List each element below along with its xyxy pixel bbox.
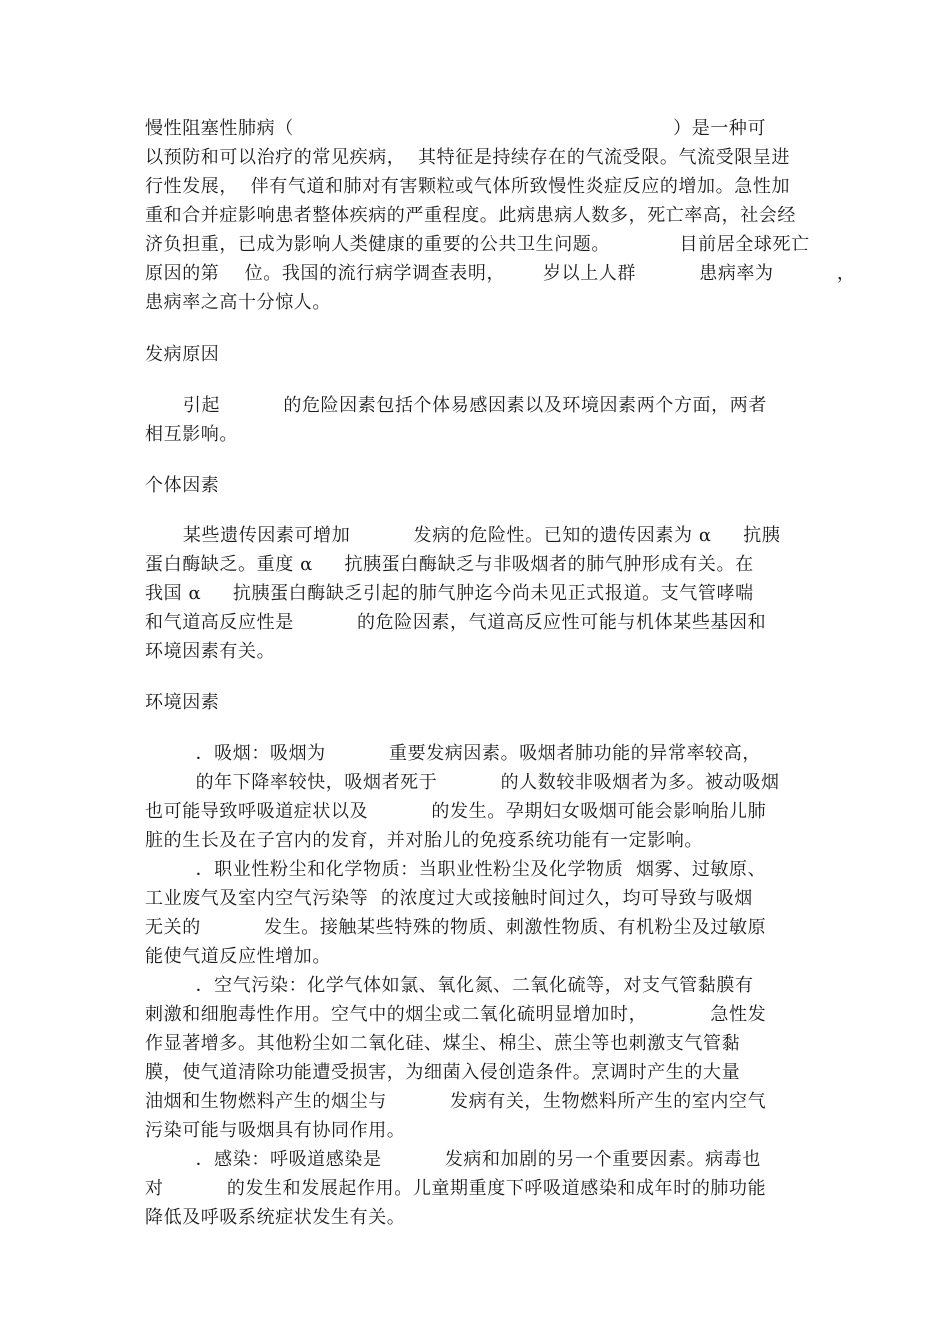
env-line: 污染可能与吸烟具有协同作用。 bbox=[145, 1120, 406, 1141]
env-line: ．职业性粉尘和化学物质：当职业性粉尘及化学物质 烟雾、过敏原、 bbox=[145, 859, 767, 880]
env-line: 工业废气及室内空气污染等 的浓度过大或接触时间过久，均可导致与吸烟 bbox=[145, 888, 753, 909]
individual-line: 和气道高反应性是 的危险因素，气道高反应性可能与机体某些基因和 bbox=[145, 612, 767, 633]
intro-line: 原因的第 位。我国的流行病学调查表明， 岁以上人群 患病率为 ， bbox=[145, 263, 856, 284]
individual-line: 蛋白酶缺乏。重度 α 抗胰蛋白酶缺乏与非吸烟者的肺气肿形成有关。在 bbox=[145, 554, 754, 575]
env-line: 油烟和生物燃料产生的烟尘与 发病有关，生物燃料所产生的室内空气 bbox=[145, 1091, 767, 1112]
heading-causes: 发病原因 bbox=[145, 344, 220, 365]
individual-line: 我国 α 抗胰蛋白酶缺乏引起的肺气肿迄今尚未见正式报道。支气管哮喘 bbox=[145, 583, 754, 604]
intro-line: 以预防和可以治疗的常见疾病， 其特征是持续存在的气流受限。气流受限呈进 bbox=[145, 147, 791, 168]
env-line: 的年下降率较快，吸烟者死于 的人数较非吸烟者为多。被动吸烟 bbox=[145, 772, 780, 793]
env-line: 无关的 发生。接触某些特殊的物质、刺激性物质、有机粉尘及过敏原 bbox=[145, 917, 767, 938]
env-line: 能使气道反应性增加。 bbox=[145, 946, 331, 967]
env-line: ．吸烟：吸烟为 重要发病因素。吸烟者肺功能的异常率较高， bbox=[145, 743, 761, 764]
env-line: 刺激和细胞毒性作用。空气中的烟尘或二氧化硫明显增加时， 急性发 bbox=[145, 1004, 767, 1025]
env-line: 对 的发生和发展起作用。儿童期重度下呼吸道感染和成年时的肺功能 bbox=[145, 1178, 767, 1199]
intro-line: 患病率之高十分惊人。 bbox=[145, 292, 331, 313]
individual-line: 某些遗传因素可增加 发病的危险性。已知的遗传因素为 α 抗胰 bbox=[145, 525, 781, 546]
env-line: 脏的生长及在子宫内的发育，并对胎儿的免疫系统功能有一定影响。 bbox=[145, 830, 703, 851]
env-line: 也可能导致呼吸道症状以及 的发生。孕期妇女吸烟可能会影响胎儿肺 bbox=[145, 801, 767, 822]
causes-line: 相互影响。 bbox=[145, 424, 238, 445]
intro-line: 重和合并症影响患者整体疾病的严重程度。此病患病人数多，死亡率高，社会经 bbox=[145, 205, 796, 226]
env-line: 降低及呼吸系统症状发生有关。 bbox=[145, 1207, 406, 1228]
causes-line: 引起 的危险因素包括个体易感因素以及环境因素两个方面，两者 bbox=[145, 395, 767, 416]
heading-environment-factors: 环境因素 bbox=[145, 692, 220, 713]
env-line: ．感染：呼吸道感染是 发病和加剧的另一个重要因素。病毒也 bbox=[145, 1149, 761, 1170]
env-line: 作显著增多。其他粉尘如二氧化硅、煤尘、棉尘、蔗尘等也刺激支气管黏 bbox=[145, 1033, 741, 1054]
env-line: 膜，使气道清除功能遭受损害，为细菌入侵创造条件。烹调时产生的大量 bbox=[145, 1062, 741, 1083]
intro-line: 行性发展， 伴有气道和肺对有害颗粒或气体所致慢性炎症反应的增加。急性加 bbox=[145, 176, 791, 197]
intro-line: 济负担重，已成为影响人类健康的重要的公共卫生问题。 目前居全球死亡 bbox=[145, 234, 810, 255]
individual-line: 环境因素有关。 bbox=[145, 641, 276, 662]
env-line: ．空气污染：化学气体如氯、氧化氮、二氧化硫等，对支气管黏膜有 bbox=[145, 975, 754, 996]
intro-line: 慢性阻塞性肺病（ ）是一种可 bbox=[145, 118, 767, 139]
heading-individual-factors: 个体因素 bbox=[145, 475, 220, 496]
